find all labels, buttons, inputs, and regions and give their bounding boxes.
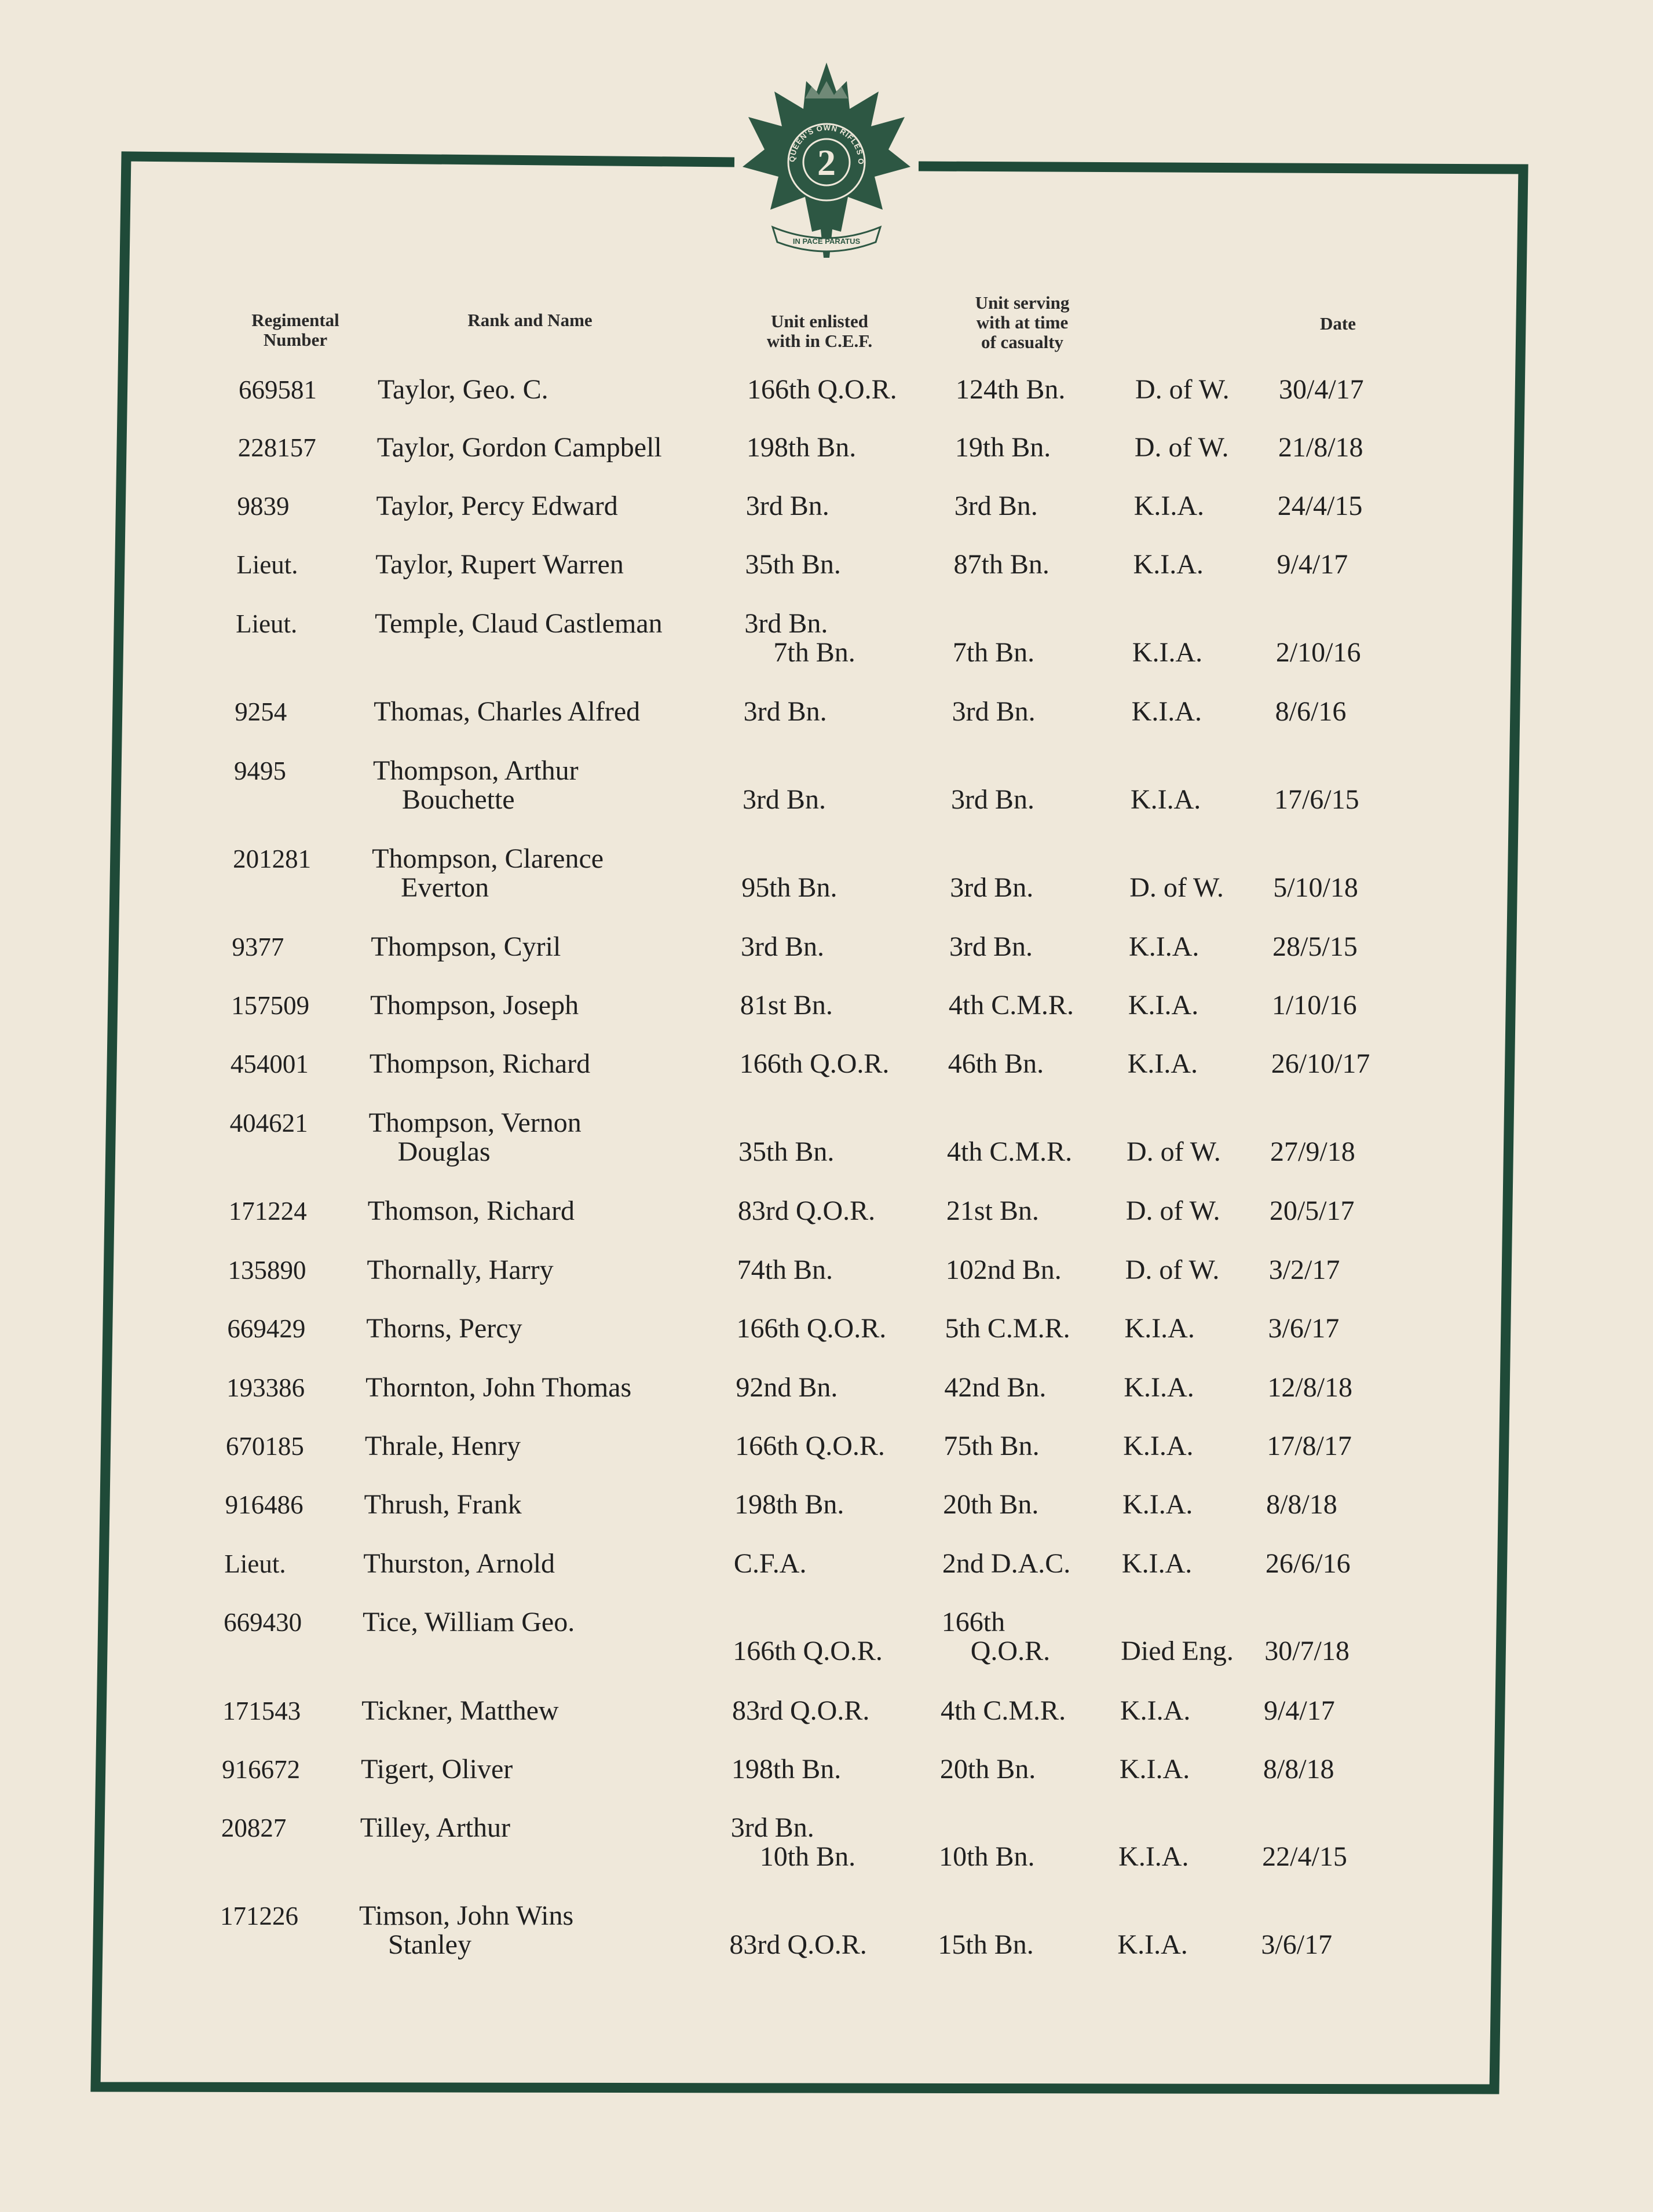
unit-enlisted: 3rd Bn. [741,931,825,962]
regimental-number: 454001 [230,1050,309,1078]
regimental-number: Lieut. [236,609,298,638]
regimental-number: 20827 [221,1814,287,1842]
regimental-number: 669581 [239,375,317,404]
casualty-date: 27/9/18 [1270,1136,1355,1167]
soldier-name: Temple, Claud Castleman [375,608,663,639]
unit-serving: 3rd Bn. [949,931,1033,962]
casualty-date: 8/8/18 [1266,1489,1337,1520]
soldier-name: Thompson, Cyril [371,931,561,962]
casualty-date: 30/7/18 [1264,1636,1350,1666]
regimental-number: 157509 [231,991,310,1020]
regimental-number: 228157 [237,433,316,462]
casualty-type: K.I.A. [1131,696,1202,727]
unit-serving: 46th Bn. [948,1048,1044,1079]
unit-serving: 166th Q.O.R. [941,1607,1051,1666]
casualty-type: K.I.A. [1124,1372,1194,1403]
unit-enlisted: 166th Q.O.R. [747,374,897,405]
unit-serving: 75th Bn. [943,1431,1040,1461]
soldier-name: Tickner, Matthew [361,1695,559,1726]
unit-enlisted: 198th Bn. [734,1489,844,1520]
unit-enlisted: 166th Q.O.R. [739,1048,890,1079]
badge-ring-text: QUEEN'S OWN RIFLES O [787,123,866,165]
soldier-name: Tigert, Oliver [361,1754,513,1785]
regimental-number: 201281 [233,844,312,873]
unit-serving: 2nd D.A.C. [942,1548,1071,1579]
casualty-type: Died Eng. [1121,1636,1234,1666]
unit-enlisted: 166th Q.O.R. [733,1636,883,1666]
casualty-date: 3/6/17 [1268,1313,1340,1344]
casualty-type: K.I.A. [1123,1431,1194,1461]
soldier-name: Thornton, John Thomas [365,1372,632,1403]
soldier-name: Thrush, Frank [364,1489,522,1520]
unit-serving: 4th C.M.R. [947,1136,1073,1167]
soldier-name: Taylor, Rupert Warren [375,549,624,580]
soldier-name: Taylor, Percy Edward [376,491,618,521]
unit-enlisted: 166th Q.O.R. [735,1431,885,1461]
unit-serving: 3rd Bn. [954,491,1038,521]
unit-serving: 15th Bn. [938,1929,1034,1960]
soldier-name: Thompson, Vernon Douglas [368,1107,582,1167]
unit-enlisted: 198th Bn. [746,432,857,463]
regimental-number: 669430 [224,1608,302,1637]
unit-enlisted: 35th Bn. [745,549,841,580]
casualty-type: K.I.A. [1130,784,1201,815]
casualty-date: 17/6/15 [1274,784,1359,815]
unit-enlisted: 83rd Q.O.R. [737,1195,876,1226]
casualty-type: D. of W. [1127,1136,1221,1167]
soldier-name: Thompson, Joseph [370,990,579,1021]
casualty-date: 8/8/18 [1263,1754,1334,1785]
unit-enlisted: 166th Q.O.R. [736,1313,887,1344]
unit-serving: 7th Bn. [952,637,1035,668]
soldier-name: Thornally, Harry [367,1255,554,1285]
regimental-number: 916672 [222,1755,301,1784]
unit-enlisted: 3rd Bn. 10th Bn. [730,1812,856,1872]
casualty-date: 28/5/15 [1272,931,1358,962]
soldier-name: Tilley, Arthur [360,1812,510,1843]
unit-serving: 124th Bn. [956,374,1066,405]
casualty-date: 26/10/17 [1271,1048,1370,1079]
soldier-name: Taylor, Geo. C. [378,374,548,405]
casualty-type: K.I.A. [1124,1313,1195,1344]
header-regimental-number: Regimental Number [251,310,339,350]
unit-serving: 4th C.M.R. [941,1695,1066,1726]
badge-scroll-text: IN PACE PARATUS [792,237,861,246]
casualty-date: 9/4/17 [1264,1695,1335,1726]
unit-serving: 20th Bn. [939,1754,1036,1785]
unit-enlisted: 83rd Q.O.R. [732,1695,870,1726]
casualty-type: D. of W. [1125,1255,1220,1285]
unit-serving: 21st Bn. [946,1195,1039,1226]
casualty-type: D. of W. [1134,432,1229,463]
soldier-name: Thurston, Arnold [363,1548,555,1579]
regimental-number: 135890 [228,1256,306,1285]
casualty-date: 26/6/16 [1265,1548,1351,1579]
soldier-name: Thomson, Richard [367,1195,575,1226]
unit-enlisted: 3rd Bn. 7th Bn. [744,608,855,668]
casualty-date: 20/5/17 [1269,1195,1355,1226]
casualty-type: D. of W. [1125,1195,1220,1226]
casualty-type: K.I.A. [1118,1841,1189,1872]
header-rank-and-name: Rank and Name [467,310,593,330]
casualty-date: 5/10/18 [1273,872,1358,903]
casualty-type: K.I.A. [1120,1695,1191,1726]
soldier-name: Thorns, Percy [366,1313,522,1344]
casualty-date: 1/10/16 [1271,990,1357,1021]
unit-serving: 3rd Bn. [950,784,1034,815]
unit-serving: 4th C.M.R. [948,990,1074,1021]
unit-enlisted: 35th Bn. [738,1136,835,1167]
soldier-name: Thomas, Charles Alfred [374,696,641,727]
casualty-date: 9/4/17 [1277,549,1348,580]
casualty-type: K.I.A. [1119,1754,1190,1785]
unit-serving: 5th C.M.R. [945,1313,1070,1344]
casualty-date: 30/4/17 [1279,374,1364,405]
unit-serving: 10th Bn. [939,1841,1035,1872]
soldier-name: Thompson, Arthur Bouchette [373,755,579,815]
casualty-type: K.I.A. [1133,549,1204,580]
casualty-date: 8/6/16 [1275,696,1347,727]
header-date: Date [1320,313,1356,334]
unit-enlisted: C.F.A. [733,1548,807,1579]
regimental-number: 670185 [225,1432,304,1461]
casualty-type: K.I.A. [1128,990,1199,1021]
casualty-date: 3/6/17 [1261,1929,1333,1960]
casualty-date: 24/4/15 [1277,491,1363,521]
regimental-number: Lieut. [224,1549,286,1578]
regimental-number: 9839 [237,492,290,521]
unit-enlisted: 3rd Bn. [743,696,827,727]
unit-serving: 3rd Bn. [950,872,1034,903]
casualty-type: K.I.A. [1127,1048,1198,1079]
regiment-badge [737,58,916,278]
unit-enlisted: 74th Bn. [737,1255,833,1285]
casualty-date: 12/8/18 [1267,1372,1353,1403]
casualty-type: K.I.A. [1129,931,1199,962]
casualty-type: K.I.A. [1117,1929,1188,1960]
casualty-date: 17/8/17 [1267,1431,1352,1461]
casualty-date: 21/8/18 [1278,432,1363,463]
regimental-number: 171226 [220,1902,298,1931]
unit-serving: 87th Bn. [953,549,1049,580]
casualty-date: 22/4/15 [1262,1841,1347,1872]
casualty-date: 2/10/16 [1275,637,1361,668]
regimental-number: 171543 [222,1697,301,1725]
soldier-name: Thompson, Richard [369,1048,591,1079]
casualty-type: K.I.A. [1132,637,1203,668]
unit-serving: 102nd Bn. [945,1255,1062,1285]
header-unit-serving: Unit serving with at time of casualty [975,293,1070,352]
unit-enlisted: 3rd Bn. [745,491,829,521]
casualty-type: K.I.A. [1122,1489,1193,1520]
unit-serving: 3rd Bn. [952,696,1036,727]
casualty-date: 3/2/17 [1268,1255,1340,1285]
unit-enlisted: 198th Bn. [731,1754,842,1785]
regimental-number: 9495 [234,756,286,785]
casualty-type: D. of W. [1135,374,1230,405]
badge-number: 2 [817,142,836,183]
regimental-number: 171224 [228,1197,307,1226]
unit-serving: 42nd Bn. [944,1372,1047,1403]
regimental-number: 9254 [235,697,287,726]
soldier-name: Timson, John Wins Stanley [359,1900,574,1960]
regimental-number: Lieut. [236,550,298,579]
soldier-name: Thrale, Henry [364,1431,521,1461]
casualty-type: D. of W. [1129,872,1224,903]
regimental-number: 916486 [225,1490,303,1519]
unit-enlisted: 95th Bn. [741,872,838,903]
unit-enlisted: 92nd Bn. [736,1372,838,1403]
soldier-name: Taylor, Gordon Campbell [376,432,662,463]
unit-enlisted: 81st Bn. [740,990,833,1021]
regimental-number: 404621 [229,1109,308,1138]
unit-enlisted: 3rd Bn. [742,784,826,815]
regimental-number: 669429 [227,1314,306,1343]
header-unit-enlisted: Unit enlisted with in C.E.F. [766,311,873,351]
casualty-type: K.I.A. [1121,1548,1193,1579]
unit-serving: 20th Bn. [943,1489,1039,1520]
soldier-name: Tice, William Geo. [363,1607,575,1637]
soldier-name: Thompson, Clarence Everton [372,843,604,903]
unit-serving: 19th Bn. [955,432,1051,463]
regimental-number: 9377 [232,933,284,961]
regimental-number: 193386 [226,1373,305,1402]
maple-leaf-crest-icon [737,58,916,278]
casualty-type: K.I.A. [1133,491,1205,521]
unit-enlisted: 83rd Q.O.R. [729,1929,867,1960]
